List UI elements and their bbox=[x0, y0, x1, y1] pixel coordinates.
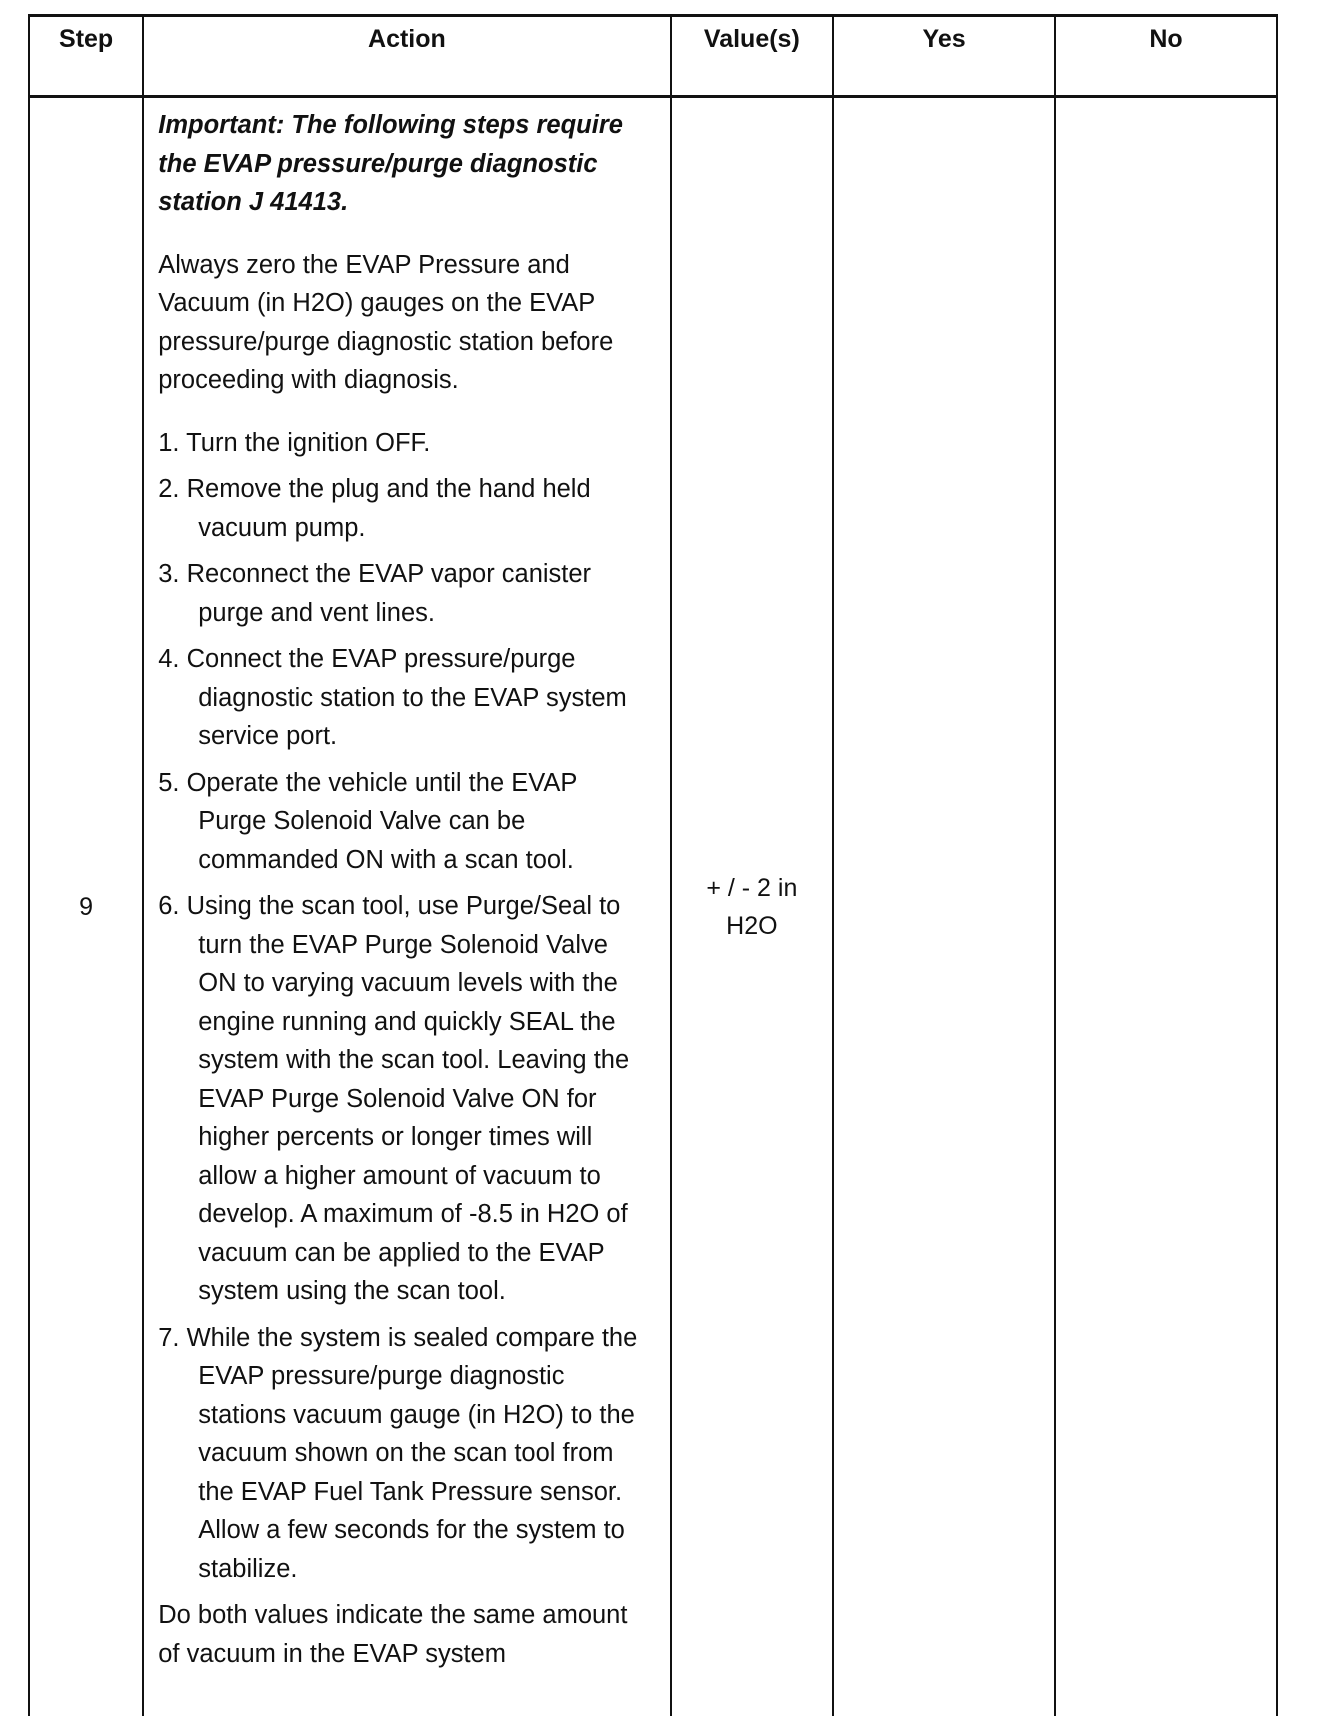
column-header-values: Value(s) bbox=[671, 16, 834, 97]
procedure-step: 3. Reconnect the EVAP vapor canister purge and vent lines. bbox=[158, 560, 592, 627]
yes-cell bbox=[833, 97, 1055, 1716]
diagnostic-table bbox=[28, 14, 1278, 1716]
diagnostic-table-page bbox=[28, 14, 1278, 1716]
important-note: Important: The following steps require the EVAP pressure/purge diagnostic station J 41413. bbox=[158, 111, 623, 216]
procedure-step: 4. Connect the EVAP pressure/purge diagnostic station to the EVAP system service port. bbox=[158, 645, 627, 750]
column-header-action: Action bbox=[143, 16, 670, 97]
procedure-step: 6. Using the scan tool, use Purge/Seal to turn the EVAP Purge Solenoid Valve ON to varying vacuum levels with the engine running and quickly SEAL the system with the scan tool. Leaving the EVAP Purge Solenoid Valve ON for higher percents or longer times will allow a higher amount of vacuum to develop. A maximum of -8.5 in H2O of vacuum can be applied to the EVAP system using the scan tool. bbox=[158, 892, 630, 1305]
question-text: Do both values indicate the same amount of vacuum in the EVAP system bbox=[158, 1601, 628, 1668]
action-cell bbox=[143, 97, 670, 1716]
table-row bbox=[29, 97, 1277, 1716]
no-cell bbox=[1055, 97, 1277, 1716]
value-cell bbox=[671, 97, 834, 1716]
column-header-yes: Yes bbox=[833, 16, 1055, 97]
table-header-row bbox=[29, 16, 1277, 97]
procedure-step: 5. Operate the vehicle until the EVAP Purge Solenoid Valve can be commanded ON with a scan tool. bbox=[158, 768, 577, 874]
procedure-steps bbox=[158, 424, 651, 1589]
procedure-step: 7. While the system is sealed compare the EVAP pressure/purge diagnostic stations vacuum gauge (in H2O) to the vacuum shown on the scan tool from the EVAP Fuel Tank Pressure sensor. Allow a few seconds for the system to stabilize. bbox=[158, 1323, 638, 1583]
intro-text: Always zero the EVAP Pressure and Vacuum (in H2O) gauges on the EVAP pressure/purge diagnostic station before proceeding with diagnosis. bbox=[158, 250, 614, 394]
procedure-step: 2. Remove the plug and the hand held vacuum pump. bbox=[158, 475, 591, 542]
column-header-no: No bbox=[1055, 16, 1277, 97]
step-number: 9 bbox=[29, 97, 143, 1716]
column-header-step: Step bbox=[29, 16, 143, 97]
value-line-1: + / - 2 in bbox=[706, 874, 798, 902]
value-line-2: H2O bbox=[726, 912, 778, 940]
procedure-step: 1. Turn the ignition OFF. bbox=[158, 428, 431, 457]
